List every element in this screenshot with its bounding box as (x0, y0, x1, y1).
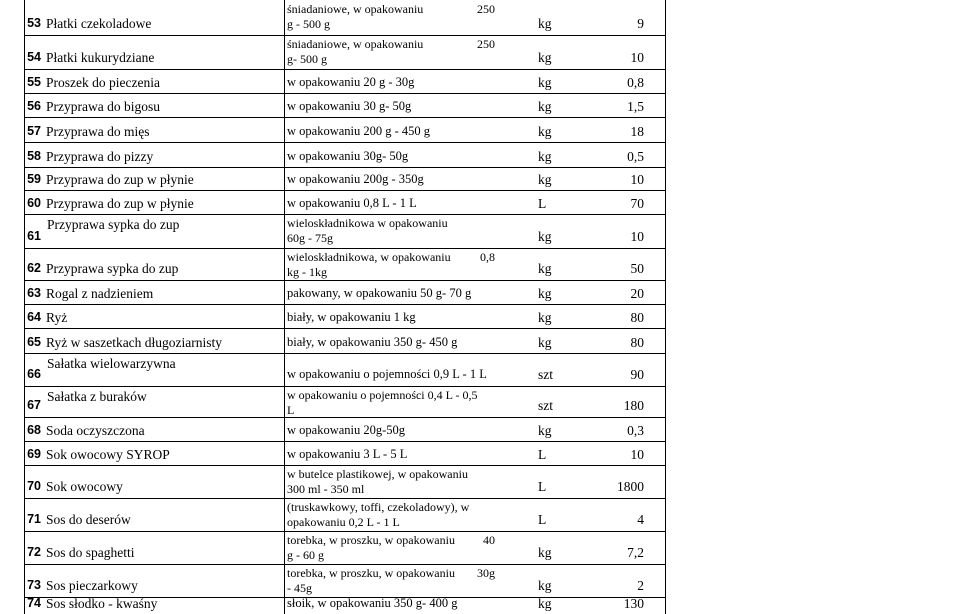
quantity: 10 (630, 172, 644, 187)
unit-of-measure: kg (538, 229, 552, 244)
quantity: 20 (630, 286, 644, 301)
unit-of-measure: szt (538, 398, 553, 413)
description-extra: 0,8 (480, 250, 495, 264)
product-name: Płatki kukurydziane (46, 50, 155, 65)
unit-of-measure: kg (538, 99, 552, 114)
product-description: 300 ml - 350 ml (287, 482, 365, 496)
unit-of-measure: kg (538, 310, 552, 325)
row-number: 60 (27, 196, 41, 210)
quantity: 4 (637, 512, 644, 527)
product-description: kg - 1kg (287, 265, 327, 279)
product-name: Przyprawa sypka do zup (47, 217, 180, 232)
product-description: biały, w opakowaniu 350 g- 450 g (287, 335, 458, 349)
product-name: Płatki czekoladowe (46, 16, 152, 31)
quantity: 50 (630, 261, 644, 276)
row-border (24, 248, 665, 249)
product-name: Przyprawa do pizzy (46, 149, 154, 164)
product-name: Sos do spaghetti (46, 545, 135, 560)
product-description: - 45g (287, 581, 312, 595)
quantity: 0,8 (627, 75, 644, 90)
product-name: Proszek do pieczenia (46, 75, 160, 90)
unit-of-measure: kg (538, 16, 552, 31)
quantity: 10 (630, 229, 644, 244)
product-name: Sok owocowy SYROP (46, 447, 170, 462)
product-description: (truskawkowy, toffi, czekoladowy), w (287, 500, 470, 514)
product-name: Przyprawa do zup w płynie (46, 196, 194, 211)
row-border (24, 353, 665, 354)
row-number: 74 (27, 596, 41, 610)
unit-of-measure: szt (538, 367, 553, 382)
product-description: g - 60 g (287, 548, 324, 562)
unit-of-measure: kg (538, 423, 552, 438)
unit-of-measure: L (538, 512, 547, 527)
row-border (24, 417, 665, 418)
quantity: 90 (630, 367, 644, 382)
row-border (24, 328, 665, 329)
product-description: torebka, w proszku, w opakowaniu (287, 566, 455, 580)
row-border (24, 35, 665, 36)
unit-of-measure: kg (538, 286, 552, 301)
unit-of-measure: kg (538, 124, 552, 139)
row-number: 66 (27, 367, 41, 381)
quantity: 70 (630, 196, 644, 211)
row-border (24, 280, 665, 281)
product-description: w opakowaniu 200g - 350g (287, 172, 424, 186)
product-description: w opakowaniu 0,8 L - 1 L (287, 196, 417, 210)
row-number: 71 (27, 512, 41, 526)
row-number: 61 (27, 229, 41, 243)
row-number: 65 (27, 335, 41, 349)
row-border (24, 93, 665, 94)
quantity: 2 (637, 578, 644, 593)
product-description: 60g - 75g (287, 231, 333, 245)
row-number: 70 (27, 479, 41, 493)
row-border (24, 167, 665, 168)
row-number: 56 (27, 99, 41, 113)
description-extra: 250 (477, 2, 495, 16)
row-border (24, 214, 665, 215)
row-number: 62 (27, 261, 41, 275)
quantity: 130 (623, 596, 644, 611)
product-description: śniadaniowe, w opakowaniu (287, 2, 424, 16)
quantity: 10 (630, 447, 644, 462)
product-name: Soda oczyszczona (46, 423, 145, 438)
product-description: g- 500 g (287, 52, 327, 66)
product-name: Sałatka z buraków (47, 389, 147, 404)
row-border (24, 498, 665, 499)
row-number: 72 (27, 545, 41, 559)
quantity: 7,2 (627, 545, 644, 560)
product-description: opakowaniu 0,2 L - 1 L (287, 515, 400, 529)
quantity: 9 (637, 16, 644, 31)
product-description: w opakowaniu 20g-50g (287, 423, 406, 437)
unit-of-measure: kg (538, 596, 552, 611)
row-border (24, 564, 665, 565)
quantity: 180 (623, 398, 644, 413)
row-number: 57 (27, 124, 41, 138)
unit-of-measure: kg (538, 545, 552, 560)
product-description: g - 500 g (287, 17, 330, 31)
product-name: Przyprawa sypka do zup (46, 261, 179, 276)
row-number: 73 (27, 578, 41, 592)
unit-of-measure: kg (538, 261, 552, 276)
product-description: w opakowaniu 20 g - 30g (287, 75, 415, 89)
product-description: śniadaniowe, w opakowaniu (287, 37, 424, 51)
row-number: 68 (27, 423, 41, 437)
row-border (24, 441, 665, 442)
product-name: Rogal z nadzieniem (46, 286, 154, 301)
product-description: w opakowaniu o pojemności 0,9 L - 1 L (287, 367, 487, 381)
quantity: 10 (630, 50, 644, 65)
row-number: 63 (27, 286, 41, 300)
product-description: w opakowaniu 30g- 50g (287, 149, 409, 163)
product-name: Sos słodko - kwaśny (46, 596, 158, 611)
product-description: w opakowaniu 30 g- 50g (287, 99, 412, 113)
row-border (24, 142, 665, 143)
column-border (284, 0, 285, 614)
product-description: w opakowaniu o pojemności 0,4 L - 0,5 (287, 388, 478, 402)
unit-of-measure: L (538, 479, 547, 494)
description-extra: 40 (483, 533, 495, 547)
product-description: torebka, w proszku, w opakowaniu (287, 533, 455, 547)
product-description: w opakowaniu 200 g - 450 g (287, 124, 431, 138)
product-name: Ryż (46, 310, 68, 325)
row-border (24, 386, 665, 387)
unit-of-measure: L (538, 447, 547, 462)
row-number: 54 (27, 50, 41, 64)
unit-of-measure: kg (538, 149, 552, 164)
quantity: 80 (630, 310, 644, 325)
product-description: L (287, 403, 295, 417)
quantity: 1800 (617, 479, 644, 494)
row-number: 58 (27, 149, 41, 163)
product-description: słoik, w opakowaniu 350 g- 400 g (287, 596, 458, 610)
product-description: wieloskładnikowa, w opakowaniu (287, 250, 451, 264)
product-name: Ryż w saszetkach długoziarnisty (46, 335, 223, 350)
product-description: w opakowaniu 3 L - 5 L (287, 447, 408, 461)
product-name: Sałatka wielowarzywna (47, 356, 176, 371)
quantity: 0,3 (627, 423, 644, 438)
quantity: 80 (630, 335, 644, 350)
row-number: 55 (27, 75, 41, 89)
product-description: w butelce plastikowej, w opakowaniu (287, 467, 468, 481)
unit-of-measure: kg (538, 75, 552, 90)
row-border (24, 190, 665, 191)
description-extra: 30g (477, 566, 495, 580)
quantity: 18 (630, 124, 644, 139)
unit-of-measure: L (538, 196, 547, 211)
product-description: pakowany, w opakowaniu 50 g- 70 g (287, 286, 472, 300)
quantity: 0,5 (627, 149, 644, 164)
row-number: 64 (27, 310, 41, 324)
product-description: biały, w opakowaniu 1 kg (287, 310, 416, 324)
product-name: Sok owocowy (46, 479, 123, 494)
row-border (24, 117, 665, 118)
product-name: Przyprawa do bigosu (46, 99, 160, 114)
row-border (24, 304, 665, 305)
row-number: 69 (27, 447, 41, 461)
row-number: 53 (27, 16, 41, 30)
product-name: Sos pieczarkowy (46, 578, 138, 593)
product-name: Przyprawa do mięs (46, 124, 150, 139)
row-border (24, 531, 665, 532)
unit-of-measure: kg (538, 50, 552, 65)
row-number: 67 (27, 398, 41, 412)
row-border (24, 69, 665, 70)
column-border (665, 0, 666, 614)
unit-of-measure: kg (538, 578, 552, 593)
description-extra: 250 (477, 37, 495, 51)
row-border (24, 465, 665, 466)
unit-of-measure: kg (538, 335, 552, 350)
quantity: 1,5 (627, 99, 644, 114)
row-number: 59 (27, 172, 41, 186)
product-description: wieloskładnikowa w opakowaniu (287, 216, 448, 230)
product-name: Przyprawa do zup w płynie (46, 172, 194, 187)
product-name: Sos do deserów (46, 512, 131, 527)
unit-of-measure: kg (538, 172, 552, 187)
